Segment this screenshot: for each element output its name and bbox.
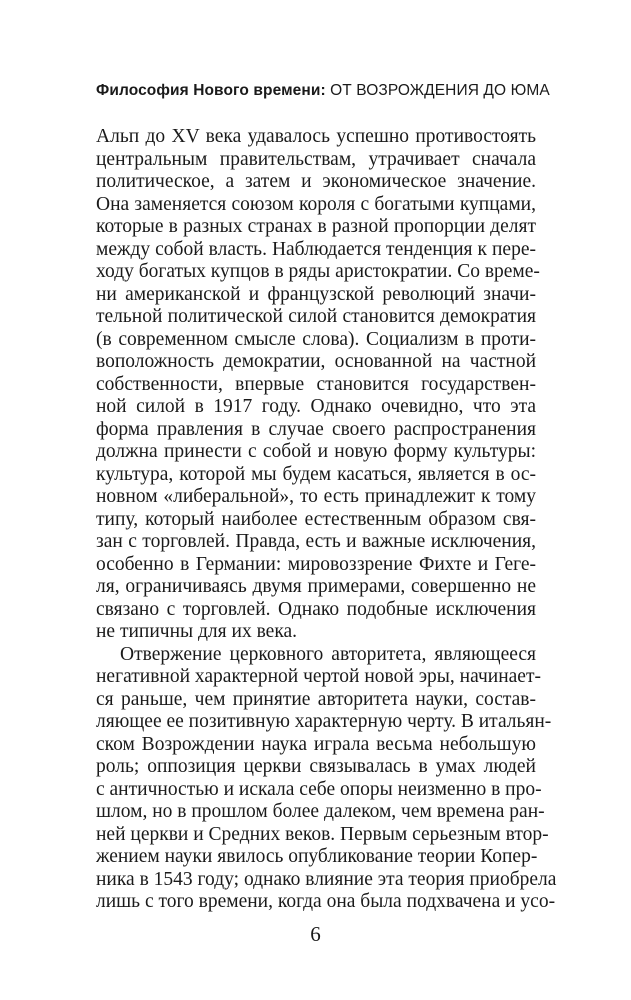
text-line: ной силой в 1917 году. Однако очевидно, что эта <box>96 396 536 417</box>
text-line: особенно в Германии: мировоззрение Фихте и Геге- <box>96 553 536 575</box>
text-line: политическое, а затем и экономическое значение. <box>96 171 536 192</box>
text-line: собственности, впервые становится государствен- <box>96 373 536 395</box>
text-line: Альп до XV века удавалось успешно противостоять <box>96 126 536 147</box>
text-line: с античностью и искала себе опоры неизменно в про- <box>96 778 542 800</box>
text-line: должна принести с собой и новую форму культуры: <box>96 441 536 462</box>
text-line: новном «либеральной», то есть принадлежит к тому <box>96 486 536 507</box>
text-line: негативной характерной чертой новой эры, начинает- <box>96 666 541 687</box>
text-line: типу, который наиболее естественным образом свя- <box>96 508 536 530</box>
text-line: зан с торговлей. Правда, есть и важные исключения, <box>96 531 536 552</box>
text-line: воположность демократии, основанной на частной <box>96 351 536 372</box>
text-line: тельной политической силой становится демократия <box>96 306 536 327</box>
text-line: связано с торговлей. Однако подобные исключения <box>96 598 536 620</box>
paragraph-first-line: Отвержение церковного авторитета, являющееся <box>120 643 536 665</box>
running-head-rest: ОТ ВОЗРОЖДЕНИЯ ДО ЮМА <box>325 82 550 99</box>
text-line: шлом, но в прошлом более далеком, чем времена ран- <box>96 801 545 822</box>
running-head-bold: Философия Нового времени: <box>96 82 326 99</box>
text-line: ника в 1543 году; однако влияние эта теория приобрела <box>96 868 557 890</box>
text-line: (в современном смысле слова). Социализм в проти- <box>96 328 536 350</box>
text-line: которые в разных странах в разной пропорции делят <box>96 216 536 237</box>
text-line: ходу богатых купцов в ряды аристократии. Со време- <box>96 261 540 282</box>
text-line: центральным правительствам, утрачивает сначала <box>96 148 536 170</box>
text-line: ся раньше, чем принятие авторитета науки, состав- <box>96 688 536 710</box>
text-line: ля, ограничиваясь двумя примерами, совершенно не <box>96 576 536 597</box>
text-line: жением науки явилось опубликование теории Копер- <box>96 846 538 867</box>
text-line: ни американской и французской революций значи- <box>96 283 536 305</box>
paragraph-last-line: не типичны для их века. <box>96 621 298 642</box>
text-line: роль; оппозиция церкви связывалась в умах людей <box>96 756 536 777</box>
text-line: культура, которой мы будем касаться, является в ос- <box>96 463 536 485</box>
text-line: ском Возрождении наука играла весьма небольшую <box>96 733 536 755</box>
text-line: ней церкви и Средних веков. Первым серьезным втор- <box>96 823 549 845</box>
body-text <box>96 126 557 914</box>
text-line: лишь с того времени, когда она была подхвачена и усо- <box>96 891 556 912</box>
text-line: между собой власть. Наблюдается тенденция к пере- <box>96 238 536 260</box>
text-line: Она заменяется союзом короля с богатыми купцами, <box>96 193 536 215</box>
text-line: форма правления в случае своего распространения <box>96 418 536 440</box>
running-head <box>96 82 550 100</box>
text-line: ляющее ее позитивную характерную черту. В итальян- <box>96 711 552 732</box>
page-number: 6 <box>310 922 321 946</box>
